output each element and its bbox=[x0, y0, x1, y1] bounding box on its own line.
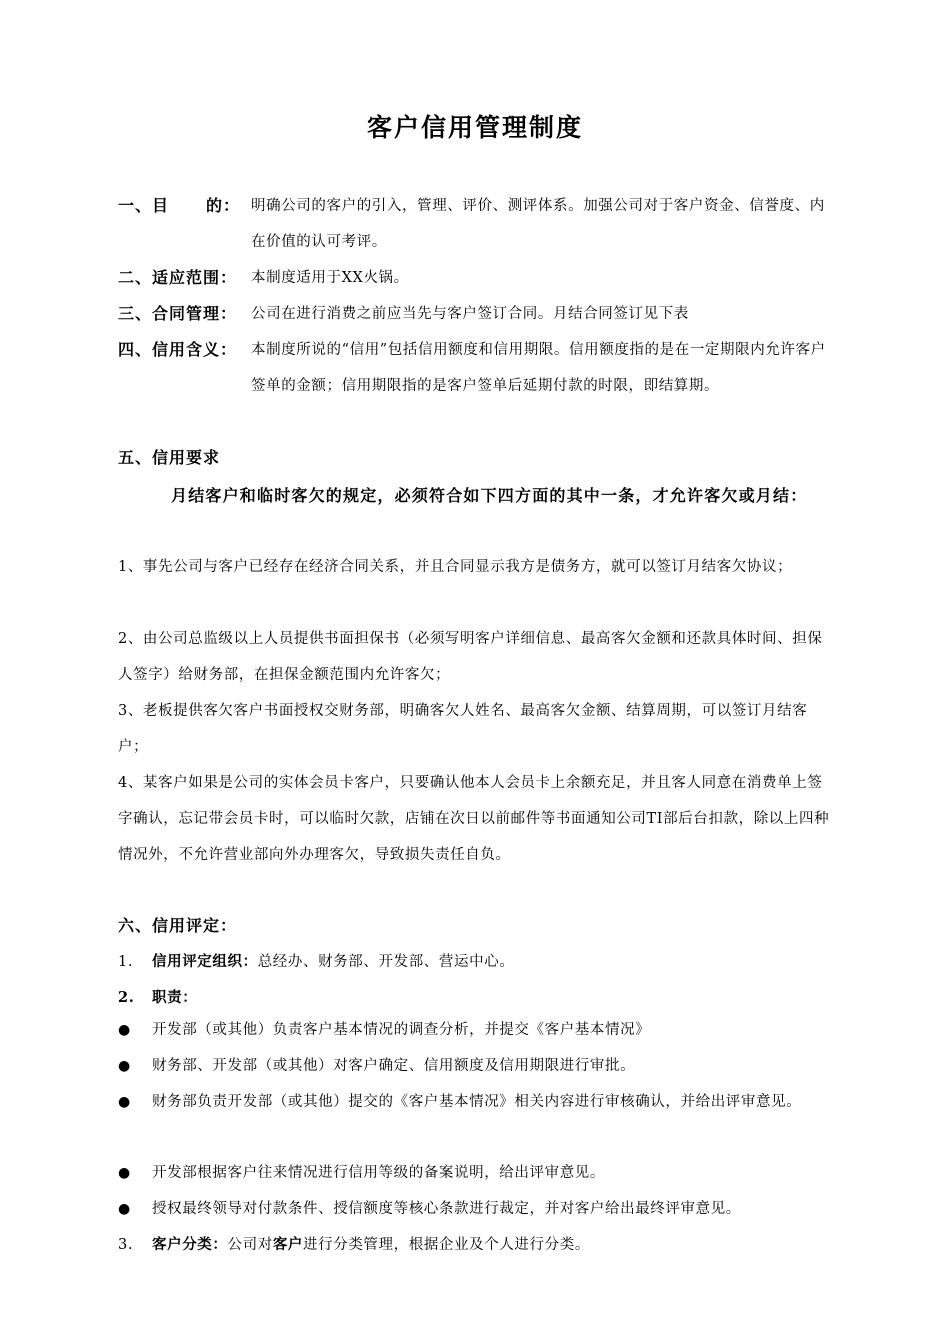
bullet-icon: ● bbox=[118, 1165, 131, 1181]
section-label: 三、合同管理： bbox=[118, 304, 238, 323]
duty-bullet: ● 财务部、开发部（或其他）对客户确定、信用额度及信用期限进行审批。 bbox=[118, 1048, 834, 1084]
section-label: 一、目 的： bbox=[118, 196, 240, 215]
section-credit-meaning bbox=[118, 332, 834, 404]
section-text: 本制度适用于XX火锅。 bbox=[251, 270, 409, 286]
bullet-icon: ● bbox=[118, 1058, 131, 1074]
section-text: 本制度所说的“信用”包括信用额度和信用期限。信用额度指的是在一定期限内允许客户签单的金额；信用期限指的是客户签单后延期付款的时限，即结算期。 bbox=[251, 342, 826, 394]
section-purpose bbox=[118, 188, 834, 260]
item-label: 信用评定组织： bbox=[152, 954, 258, 970]
section5-heading: 五、信用要求 bbox=[118, 448, 221, 467]
section-label: 四、信用含义： bbox=[118, 340, 238, 359]
section5-intro: 月结客户和临时客欠的规定，必须符合如下四方面的其中一条，才允许客欠或月结： bbox=[171, 486, 808, 505]
duty-bullet: ● 财务部负责开发部（或其他）提交的《客户基本情况》相关内容进行审核确认，并给出评审意见。 bbox=[118, 1084, 834, 1120]
item-text: 总经办、财务部、开发部、营运中心。 bbox=[257, 954, 515, 970]
requirement-item: 2、由公司总监级以上人员提供书面担保书（必须写明客户详细信息、最高客欠金额和还款具体时间、担保人签字）给财务部，在担保金额范围内允许客欠； bbox=[118, 631, 823, 683]
section-text: 明确公司的客户的引入，管理、评价、测评体系。加强公司对于客户资金、信誉度、内在价值的认可考评。 bbox=[251, 198, 825, 250]
requirement-item: 3、老板提供客欠客户书面授权交财务部，明确客欠人姓名、最高客欠金额、结算周期，可以签订月结客户； bbox=[118, 703, 808, 755]
requirement-item: 4、某客户如果是公司的实体会员卡客户，只要确认他本人会员卡上余额充足，并且客人同意在消费单上签字确认，忘记带会员卡时，可以临时欠款，店铺在次日以前邮件等书面通知公司TI部后台扣款，除以上四种情况外，不允许营业部向外办理客欠，导致损失责任自负。 bbox=[118, 775, 830, 863]
item-label: 客户分类： bbox=[152, 1237, 228, 1253]
section-text: 公司在进行消费之前应当先与客户签订合同。月结合同签订见下表 bbox=[251, 306, 689, 322]
requirement-item: 1、事先公司与客户已经存在经济合同关系，并且合同显示我方是债务方，就可以签订月结客欠协议； bbox=[118, 559, 793, 575]
page-title: 客户信用管理制度 bbox=[366, 113, 583, 142]
section-contract bbox=[118, 296, 834, 332]
customer-classification-item: 3. 客户分类：公司对客户进行分类管理，根据企业及个人进行分类。 bbox=[118, 1237, 590, 1253]
duty-bullet: ● 开发部根据客户往来情况进行信用等级的备案说明，给出评审意见。 bbox=[118, 1155, 834, 1191]
duty-bullet: ● 授权最终领导对付款条件、授信额度等核心条款进行裁定，并对客户给出最终评审意见。 bbox=[118, 1191, 834, 1227]
bullet-icon: ● bbox=[118, 1201, 131, 1217]
duties-item: 2. 职责： bbox=[118, 989, 198, 1006]
evaluation-org-item: 1. 信用评定组织：总经办、财务部、开发部、营运中心。 bbox=[118, 954, 515, 970]
section-label: 二、适应范围： bbox=[118, 268, 238, 287]
bullet-icon: ● bbox=[118, 1022, 131, 1038]
section6-heading: 六、信用评定： bbox=[118, 916, 238, 935]
duty-bullet: ● 开发部（或其他）负责客户基本情况的调查分析，并提交《客户基本情况》 bbox=[118, 1012, 834, 1048]
bullet-icon: ● bbox=[118, 1094, 131, 1110]
section-scope bbox=[118, 260, 834, 296]
item-label: 职责： bbox=[152, 990, 198, 1006]
